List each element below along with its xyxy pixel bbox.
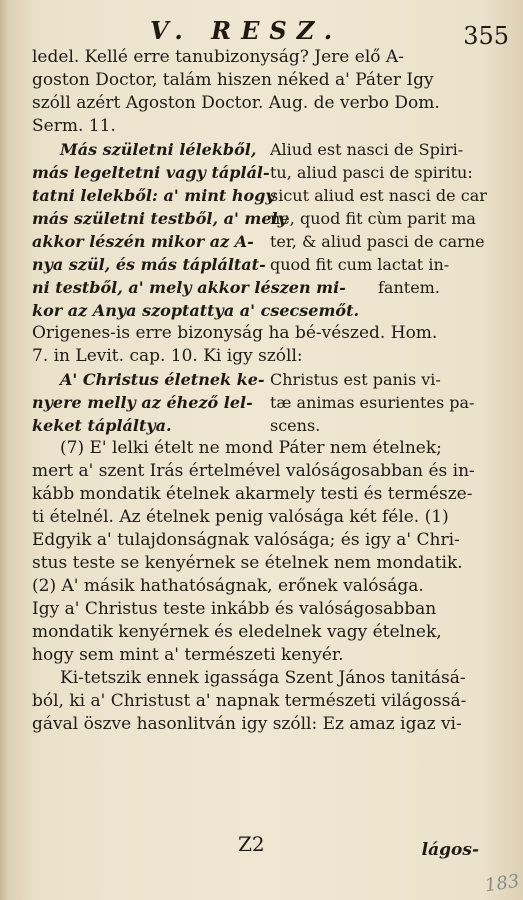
text-line: Ki-tetszik ennek igassága Szent János tanitásá-	[60, 668, 466, 688]
text-line: kább mondatik ételnek akarmely testi és természe-	[32, 484, 473, 504]
quote-line: tatni lelekből: a' mint hogy	[32, 186, 275, 205]
text-line: (7) E' lelki ételt ne mond Páter nem ételnek;	[60, 438, 442, 458]
text-line: ti ételnél. Az ételnek penig valósága két féle. (1)	[32, 507, 449, 527]
text-line: Edgyik a' tulajdonságnak valósága; és igy a' Chri-	[32, 530, 460, 550]
signature-mark: Z2	[238, 832, 265, 856]
running-head: V. RESZ.	[150, 16, 343, 45]
quote-line: A' Christus életnek ke-	[60, 370, 265, 389]
quote-line: nyere melly az éhező lel-	[32, 393, 253, 412]
parallel-quote-origen	[32, 368, 492, 437]
text-line: gával öszve hasonlitván igy szóll: Ez amaz igaz vi-	[32, 714, 462, 734]
quote-line: kor az Anya szoptattya a' csecsemőt.	[32, 301, 360, 320]
quote-line: tu, aliud pasci de spiritu:	[270, 163, 473, 182]
page-body	[32, 46, 492, 736]
parallel-quote-augustine	[32, 138, 492, 322]
quote-line: ne, quod fit cùm parit ma	[270, 209, 476, 228]
catchword: lágos-	[421, 840, 479, 860]
latin-column	[262, 138, 492, 322]
text-line: Igy a' Christus teste inkább és valóságosabban	[32, 599, 437, 619]
text-line: Serm. 11.	[32, 116, 116, 136]
pencil-folio-note: 183	[483, 870, 521, 897]
text-line: (2) A' másik hathatóságnak, erőnek valósága.	[32, 576, 424, 596]
gutter-shadow	[0, 0, 8, 900]
text-line: mondatik kenyérnek és eledelnek vagy ételnek,	[32, 622, 442, 642]
page-footer	[0, 832, 523, 872]
quote-line: fantem.	[378, 278, 440, 297]
text-line: goston Doctor, talám hiszen néked a' Páter Igy	[32, 70, 434, 90]
quote-line: nya szül, és más tápláltat-	[32, 255, 266, 274]
quote-line: Aliud est nasci de Spiri-	[270, 140, 464, 159]
quote-line: más legeltetni vagy táplál-	[32, 163, 270, 182]
hungarian-column	[32, 368, 265, 437]
quote-line: quod fit cum lactat in-	[270, 255, 450, 274]
text-line: Origenes-is erre bizonyság ha bé-vészed. Hom.	[32, 323, 438, 343]
quote-line: Christus est panis vi-	[270, 370, 441, 389]
text-line: ledel. Kellé erre tanubizonyság? Jere elő A-	[32, 47, 404, 67]
text-line: 7. in Levit. cap. 10. Ki igy szóll:	[32, 346, 303, 366]
text-line: ból, ki a' Christust a' napnak természeti világossá-	[32, 691, 467, 711]
quote-line: keket tápláltya.	[32, 416, 172, 435]
text-line: szóll azért Agoston Doctor. Aug. de verbo Dom.	[32, 93, 440, 113]
quote-line: scens.	[270, 416, 321, 435]
text-line: mert a' szent Irás értelmével valóságosabban és in-	[32, 461, 475, 481]
quote-line: tæ animas esurientes pa-	[270, 393, 475, 412]
quote-line: akkor lészén mikor az A-	[32, 232, 254, 251]
quote-line: Más születni lélekből,	[60, 140, 257, 159]
quote-line: sicut aliud est nasci de car	[270, 186, 487, 205]
quote-line: ni testből, a' mely akkor lészen mi-	[32, 278, 346, 297]
latin-column	[262, 368, 492, 437]
page-number: 355	[463, 22, 509, 50]
quote-line: ter, & aliud pasci de carne	[270, 232, 485, 251]
text-line: hogy sem mint a' természeti kenyér.	[32, 645, 344, 665]
text-line: stus teste se kenyérnek se ételnek nem mondatik.	[32, 553, 463, 573]
quote-line: más születni testből, a' mely	[32, 209, 287, 228]
